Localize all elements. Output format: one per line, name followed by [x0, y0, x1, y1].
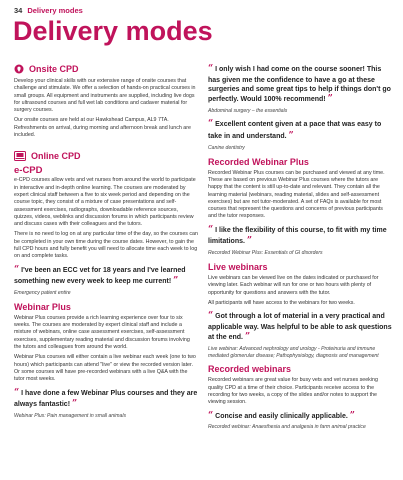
recorded-webinars-title: Recorded webinars: [208, 364, 292, 375]
close-quote-icon: ”: [246, 236, 253, 247]
recorded-webinar-plus-paragraph: Recorded Webinar Plus courses can be purchased and viewed at any time. These are based on previous Webinar Plus courses where the tutors are happy that the content is still up-to-date and relevant. They contain all the learning material (webinars, reading material, slides and self-assessment exercises) but are not tutor-moderated. A set of FAQs is available for most courses that represent the questions and concerns of previous participants and the tutor responses.: [208, 169, 385, 220]
close-quote-icon: ”: [244, 331, 251, 342]
page-title: Delivery modes: [13, 16, 213, 46]
recorded-webinar-plus-quote-source: Recorded Webinar Plus: Essentials of GI disorders: [208, 250, 323, 257]
open-quote-icon: “: [208, 64, 214, 74]
webinar-plus-title: Webinar Plus: [14, 301, 71, 312]
webinar-plus-quote: “ I have done a few Webinar Plus courses and they are always fantastic! ”: [14, 387, 198, 410]
onsite-cpd-title: Onsite CPD: [29, 64, 79, 74]
live-webinars-paragraph-2: All participants will have access to the webinars for two weeks.: [208, 299, 355, 306]
onsite-cpd-heading: [14, 64, 198, 74]
laptop-icon: [14, 151, 26, 161]
recorded-webinar-plus-quote: “ I like the flexibility of this course, to fit with my time limitations. ”: [208, 224, 387, 247]
open-quote-icon: “: [208, 410, 214, 421]
open-quote-icon: “: [208, 311, 214, 322]
open-quote-icon: “: [14, 387, 20, 398]
dentistry-quote-source: Canine dentistry: [208, 144, 245, 151]
dentistry-quote: “ Excellent content given at a pace that was easy to take in and understand. ”: [208, 119, 382, 142]
running-section-title: Delivery modes: [27, 6, 83, 15]
close-quote-icon: ”: [173, 276, 179, 287]
ecpd-quote: “ I've been an ECC vet for 18 years and I've learned something new every week to keep me current! ”: [14, 264, 186, 287]
ecpd-quote-source: Emergency patient entire: [14, 290, 71, 297]
recorded-webinars-paragraph: Recorded webinars are great value for busy vets and vet nurses seeking quality CPD at a time of their choice. Participants receive access to the recording for two weeks, a copy of the slides and/or notes to support the viewing session.: [208, 377, 378, 406]
open-quote-icon: “: [208, 224, 214, 235]
ecpd-paragraph-2: There is no need to log on at any particular time of the day, so the courses can be completed in your own time during the course dates. However, to gain the full CPD hours and fully benefit you will need to allocate time each week to log on and complete tasks.: [14, 231, 198, 260]
live-webinars-title: Live webinars: [208, 262, 268, 273]
online-cpd-title: Online CPD: [31, 151, 81, 162]
surgery-quote-source: Abdominal surgery – the essentials: [208, 107, 288, 114]
onsite-paragraph-2: Our onsite courses are held at our Hawkshead Campus, AL9 7TA. Refreshments on arrival, during morning and afternoon break and lunch are included.: [14, 117, 191, 139]
page-header: [14, 6, 83, 15]
surgery-quote: “ I only wish I had come on the course sooner! This has given me the confidence to have a go at these surgeries and some great tips to help if things don't go perfectly. Would 100% recommend! ”: [208, 64, 391, 104]
left-column: [14, 64, 198, 425]
online-cpd-heading: [14, 151, 198, 161]
close-quote-icon: ”: [71, 399, 78, 410]
live-webinars-quote: “ Got through a lot of material in a very practical and applicable way. Was helpful to be able to ask questions at the end. ”: [208, 311, 392, 342]
close-quote-icon: ”: [288, 131, 294, 142]
location-pin-icon: [14, 64, 24, 74]
page-number: 34: [14, 6, 23, 15]
webinar-plus-paragraph-1: Webinar Plus courses provide a rich learning experience over four to six weeks. The courses are moderated by expert clinical staff and include a mixture of webinars, online case assessment exercises, self-assessment exercises, supplementary reading material and discussion forums involving the tutors and colleagues from around the world.: [14, 314, 190, 351]
open-quote-icon: “: [208, 119, 214, 130]
live-webinars-paragraph-1: Live webinars can be viewed live on the dates indicated or purchased for viewing later. Each webinar will run for one or two hours with plenty of opportunity for questions and answers with the tutor.: [208, 275, 379, 296]
recorded-webinars-quote: “ Concise and easily clinically applicable. ”: [208, 410, 355, 421]
webinar-plus-paragraph-2: Webinar Plus courses will either contain a live webinar each week (one to two hours) which participants can attend "live" or view the recorded version later. Or some courses will have pre-recorded webinars with a live Q&A with the tutor most weeks.: [14, 354, 196, 383]
recorded-webinar-plus-title: Recorded Webinar Plus: [208, 156, 309, 167]
ecpd-title: e-CPD: [14, 165, 43, 177]
close-quote-icon: ”: [327, 93, 333, 104]
ecpd-paragraph-1: e-CPD courses allow vets and vet nurses from around the world to participate in interactive and in-depth online learning. The courses are moderated by expert clinical staff between a five to six week period and depending on the course topic, they consist of a mixture of case presentations and self-assessment exercises, radiographs, downloadable reference sources, quizzes, videos, weblinks and discussion forums in which participants review and discuss cases with their colleagues and the tutors.: [14, 177, 196, 228]
close-quote-icon: ”: [349, 410, 355, 421]
open-quote-icon: “: [14, 264, 20, 275]
onsite-paragraph-1: Develop your clinical skills with our extensive range of onsite courses that challenge and stimulate. We offer a selection of hands-on practical courses in small groups. All equipment and instruments are supplied, including live dogs for ultrasound courses and full wet lab conditions and cadaver material for surgery courses.: [14, 78, 196, 114]
webinar-plus-quote-source: Webinar Plus: Pain management in small animals: [14, 412, 127, 419]
recorded-webinars-quote-source: Recorded webinar: Anaesthesia and analgesia in farm animal practice: [208, 424, 366, 431]
right-column: [208, 64, 392, 436]
live-webinars-quote-source: Live webinar: Advanced nephrology and urology - Proteinuria and immune mediated glomerular disease; Pathophysiology, diagnosis and management: [208, 345, 379, 359]
